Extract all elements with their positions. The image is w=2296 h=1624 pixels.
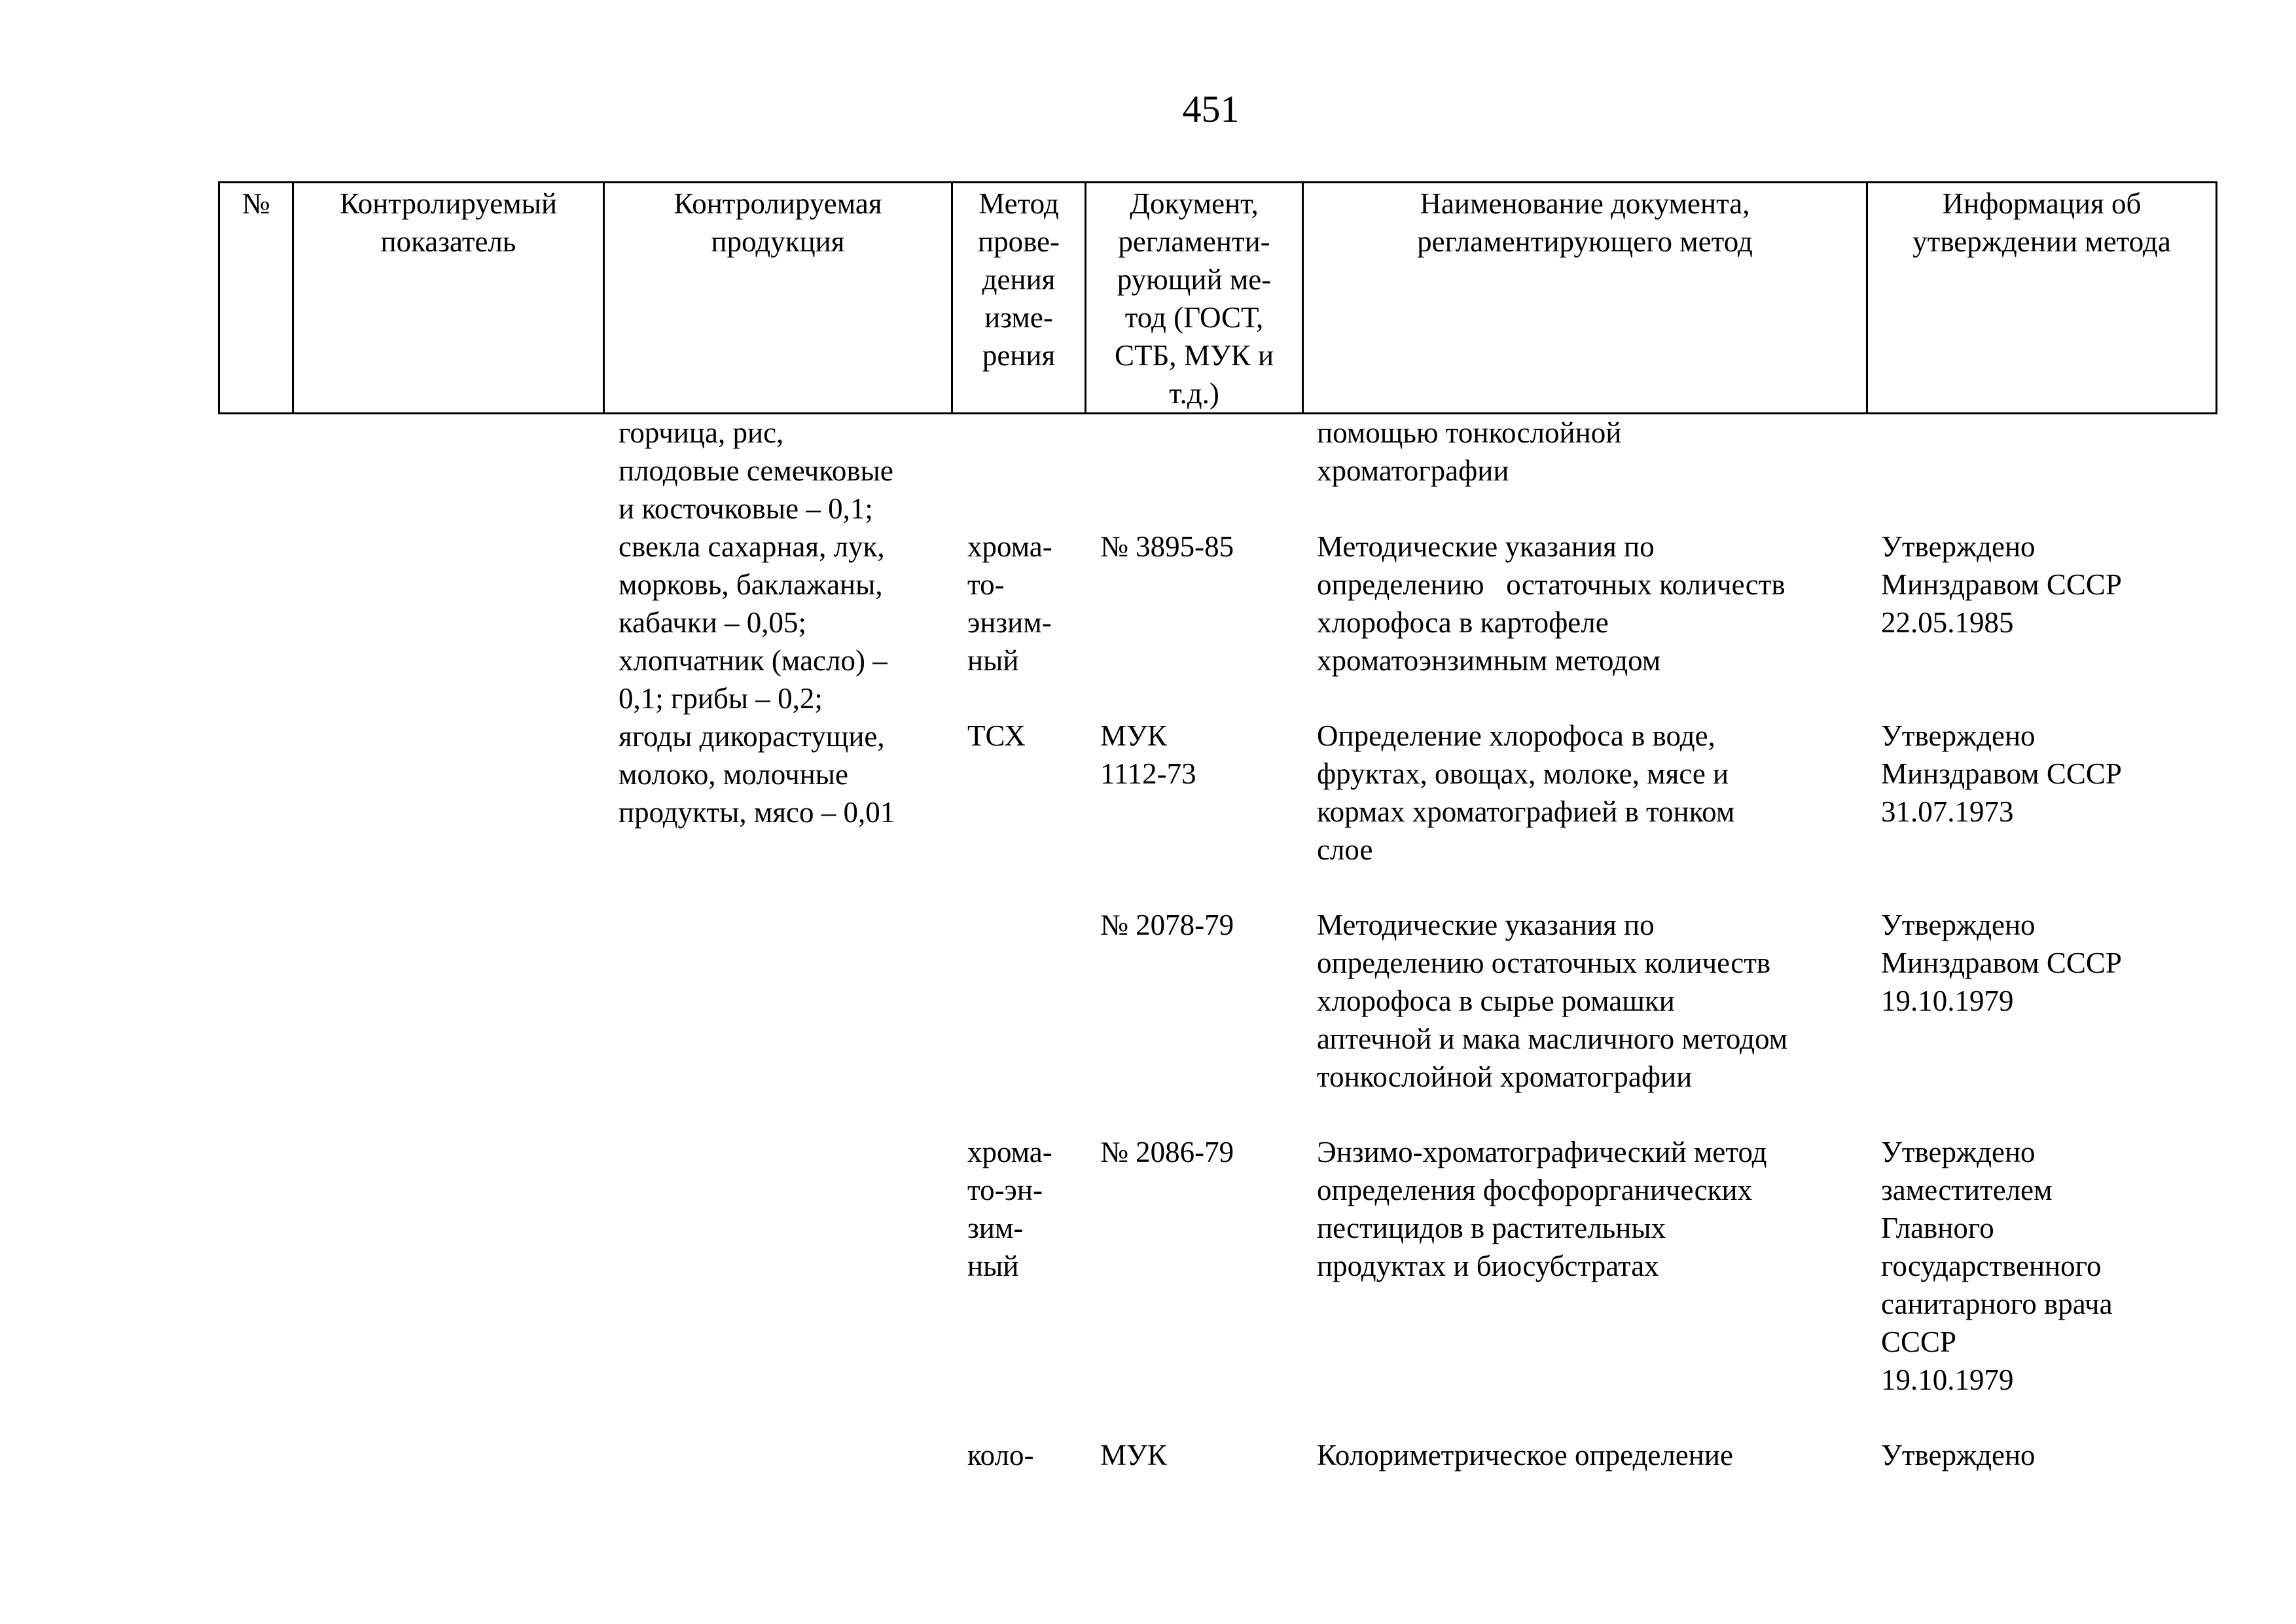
row-4-document: № 2086-79 [1100,1136,1234,1168]
row-1-approval: Утверждено Минздравом СССР 22.05.1985 [1881,530,2122,639]
row-5-document-name: Колориметрическое определение [1317,1439,1733,1471]
header-method: Метод прове- дения изме- рения [952,183,1086,414]
row-5-approval: Утверждено [1881,1439,2036,1471]
row-1-document-name: Методические указания по определению остаточных количеств хлорофоса в картофеле хроматоэнзимным методом [1317,530,1785,677]
row-2-method: ТСХ [967,719,1026,752]
row-4-method: хрома- то-эн- зим- ный [967,1136,1052,1282]
row-3-document-name: Методические указания по определению остаточных количеств хлорофоса в сырье ромашки аптечной и мака масличного методом тонкослойной хроматографии [1317,909,1788,1093]
row-1-document: № 3895-85 [1100,530,1234,563]
product-cell: горчица, рис, плодовые семечковые и косточковые – 0,1; свекла сахарная, лук, морковь, баклажаны, кабачки – 0,05; хлопчатник (масло) – 0,1; грибы – 0,2; ягоды дикорастущие, молоко, молочные продукты, мясо – 0,01 [619,416,895,829]
row-3-approval: Утверждено Минздравом СССР 19.10.1979 [1881,909,2122,1017]
header-number: № [219,183,293,414]
row-2-approval: Утверждено Минздравом СССР 31.07.1973 [1881,719,2122,828]
header-indicator: Контролируемый показатель [293,183,604,414]
row-5-method: коло- [967,1439,1034,1471]
row-1-method: хрома- то- энзим- ный [967,530,1052,677]
row-4-approval: Утверждено заместителем Главного государственного санитарного врача СССР 19.10.1979 [1881,1136,2113,1396]
header-document-name: Наименование документа, регламентирующего метод [1303,183,1867,414]
row-2-document: МУК 1112-73 [1100,719,1196,790]
row-2-document-name: Определение хлорофоса в воде, фруктах, овощах, молоке, мясе и кормах хроматографией в тонком слое [1317,719,1735,866]
row-5-document: МУК [1100,1439,1167,1471]
page-number: 451 [1182,88,1240,130]
continuation-name: помощью тонкослойной хроматографии [1317,416,1622,487]
row-3-document: № 2078-79 [1100,909,1234,941]
header-document: Документ, регламенти- рующий ме- тод (ГОСТ, СТБ, МУК и т.д.) [1086,183,1303,414]
header-product: Контролируемая продукция [604,183,952,414]
table-header [218,181,2217,414]
row-4-document-name: Энзимо-хроматографический метод определения фосфорорганических пестицидов в растительных продуктах и биосубстратах [1317,1136,1767,1282]
header-approval: Информация об утверждении метода [1867,183,2217,414]
